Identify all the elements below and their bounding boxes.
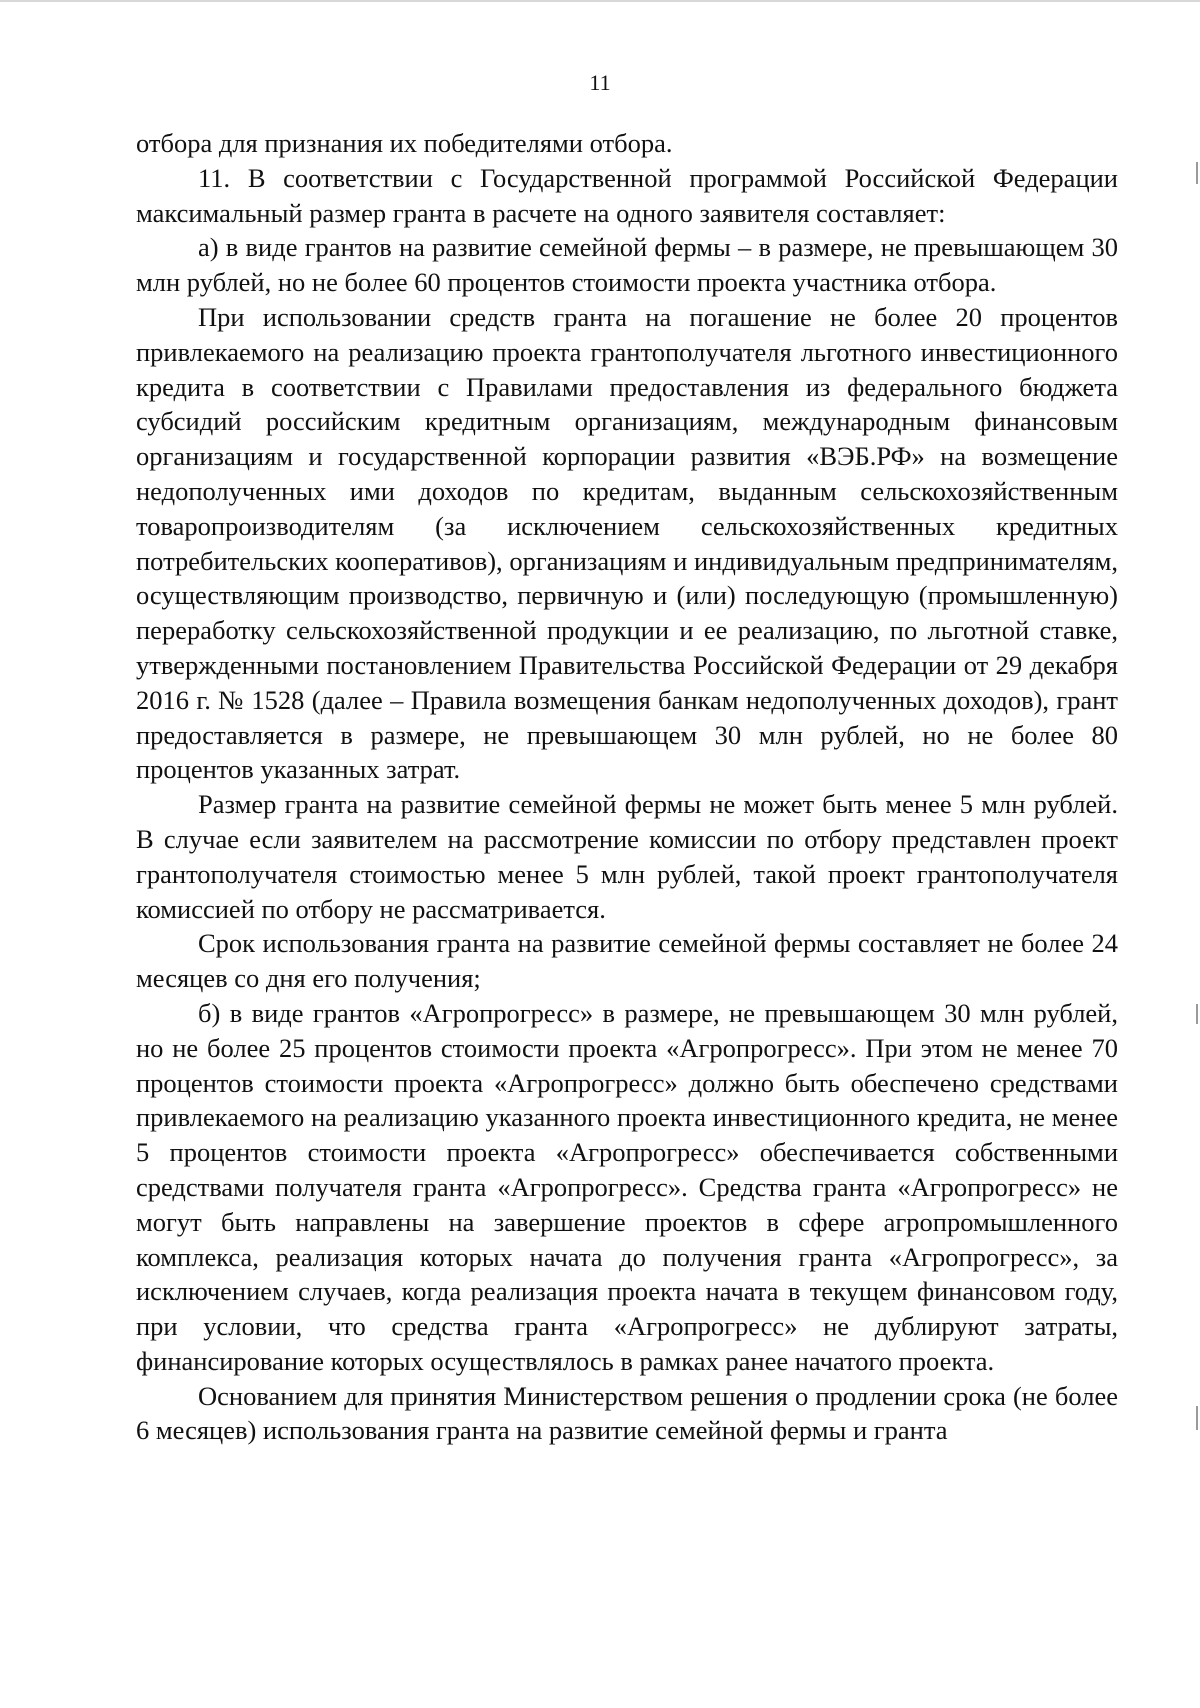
right-margin-mark	[1196, 162, 1198, 184]
paragraph-continuation: отбора для признания их победителями отбора.	[136, 128, 673, 158]
document-body	[136, 126, 1118, 1448]
right-margin-mark	[1196, 1004, 1198, 1024]
right-margin-mark	[1196, 1406, 1198, 1430]
paragraph-subitem-a: а) в виде грантов на развитие семейной фермы – в размере, не превышающем 30 млн рублей, но не более 60 процентов стоимости проекта участника отбора.	[136, 232, 1118, 298]
paragraph-grant-use: При использовании средств гранта на погашение не более 20 процентов привлекаемого на реализацию проекта грантополучателя льготного инвестиционного кредита в соответствии с Правилами предоставления из федерального бюджета субсидий российским кредитным организациям, международным финансовым организациям и государственной корпорации развития «ВЭБ.РФ» на возмещение недополученных ими доходов по кредитам, выданным сельскохозяйственным товаропроизводителям (за исключением сельскохозяйственных кредитных потребительских кооперативов), организациям и индивидуальным предпринимателям, осуществляющим производство, первичную и (или) последующую (промышленную) переработку сельскохозяйственной продукции и ее реализацию, по льготной ставке, утвержденными постановлением Правительства Российской Федерации от 29 декабря 2016 г. № 1528 (далее – Правила возмещения банкам недополученных доходов), грант предоставляется в размере, не превышающем 30 млн рублей, но не более 80 процентов указанных затрат.	[136, 301, 1118, 785]
paragraph-grant-minimum: Размер гранта на развитие семейной фермы не может быть менее 5 млн рублей. В случае если заявителем на рассмотрение комиссии по отбору представлен проект грантополучателя стоимостью менее 5 млн рублей, такой проект грантополучателя комиссией по отбору не рассматривается.	[136, 789, 1118, 924]
paragraph-item-11: 11. В соответствии с Государственной программой Российской Федерации максимальный размер гранта в расчете на одного заявителя составляет:	[136, 162, 1118, 228]
scan-top-edge	[0, 0, 1200, 2]
paragraph-grant-term: Срок использования гранта на развитие семейной фермы составляет не более 24 месяцев со дня его получения;	[136, 928, 1118, 994]
paragraph-extension-basis: Основанием для принятия Министерством решения о продлении срока (не более 6 месяцев) использования гранта на развитие семейной фермы и гранта	[136, 1380, 1118, 1446]
paragraph-subitem-b: б) в виде грантов «Агропрогресс» в размере, не превышающем 30 млн рублей, но не более 25 процентов стоимости проекта «Агропрогресс». При этом не менее 70 процентов стоимости проекта «Агропрогресс» должно быть обеспечено средствами привлекаемого на реализацию указанного проекта инвестиционного кредита, не менее 5 процентов стоимости проекта «Агропрогресс» обеспечивается собственными средствами получателя гранта «Агропрогресс». Средства гранта «Агропрогресс» не могут быть направлены на завершение проектов в сфере агропромышленного комплекса, реализация которых начата до получения гранта «Агропрогресс», за исключением случаев, когда реализация проекта начата в текущем финансовом году, при условии, что средства гранта «Агропрогресс» не дублируют затраты, финансирование которых осуществлялось в рамках ранее начатого проекта.	[136, 997, 1118, 1376]
page-number: 11	[589, 70, 611, 95]
